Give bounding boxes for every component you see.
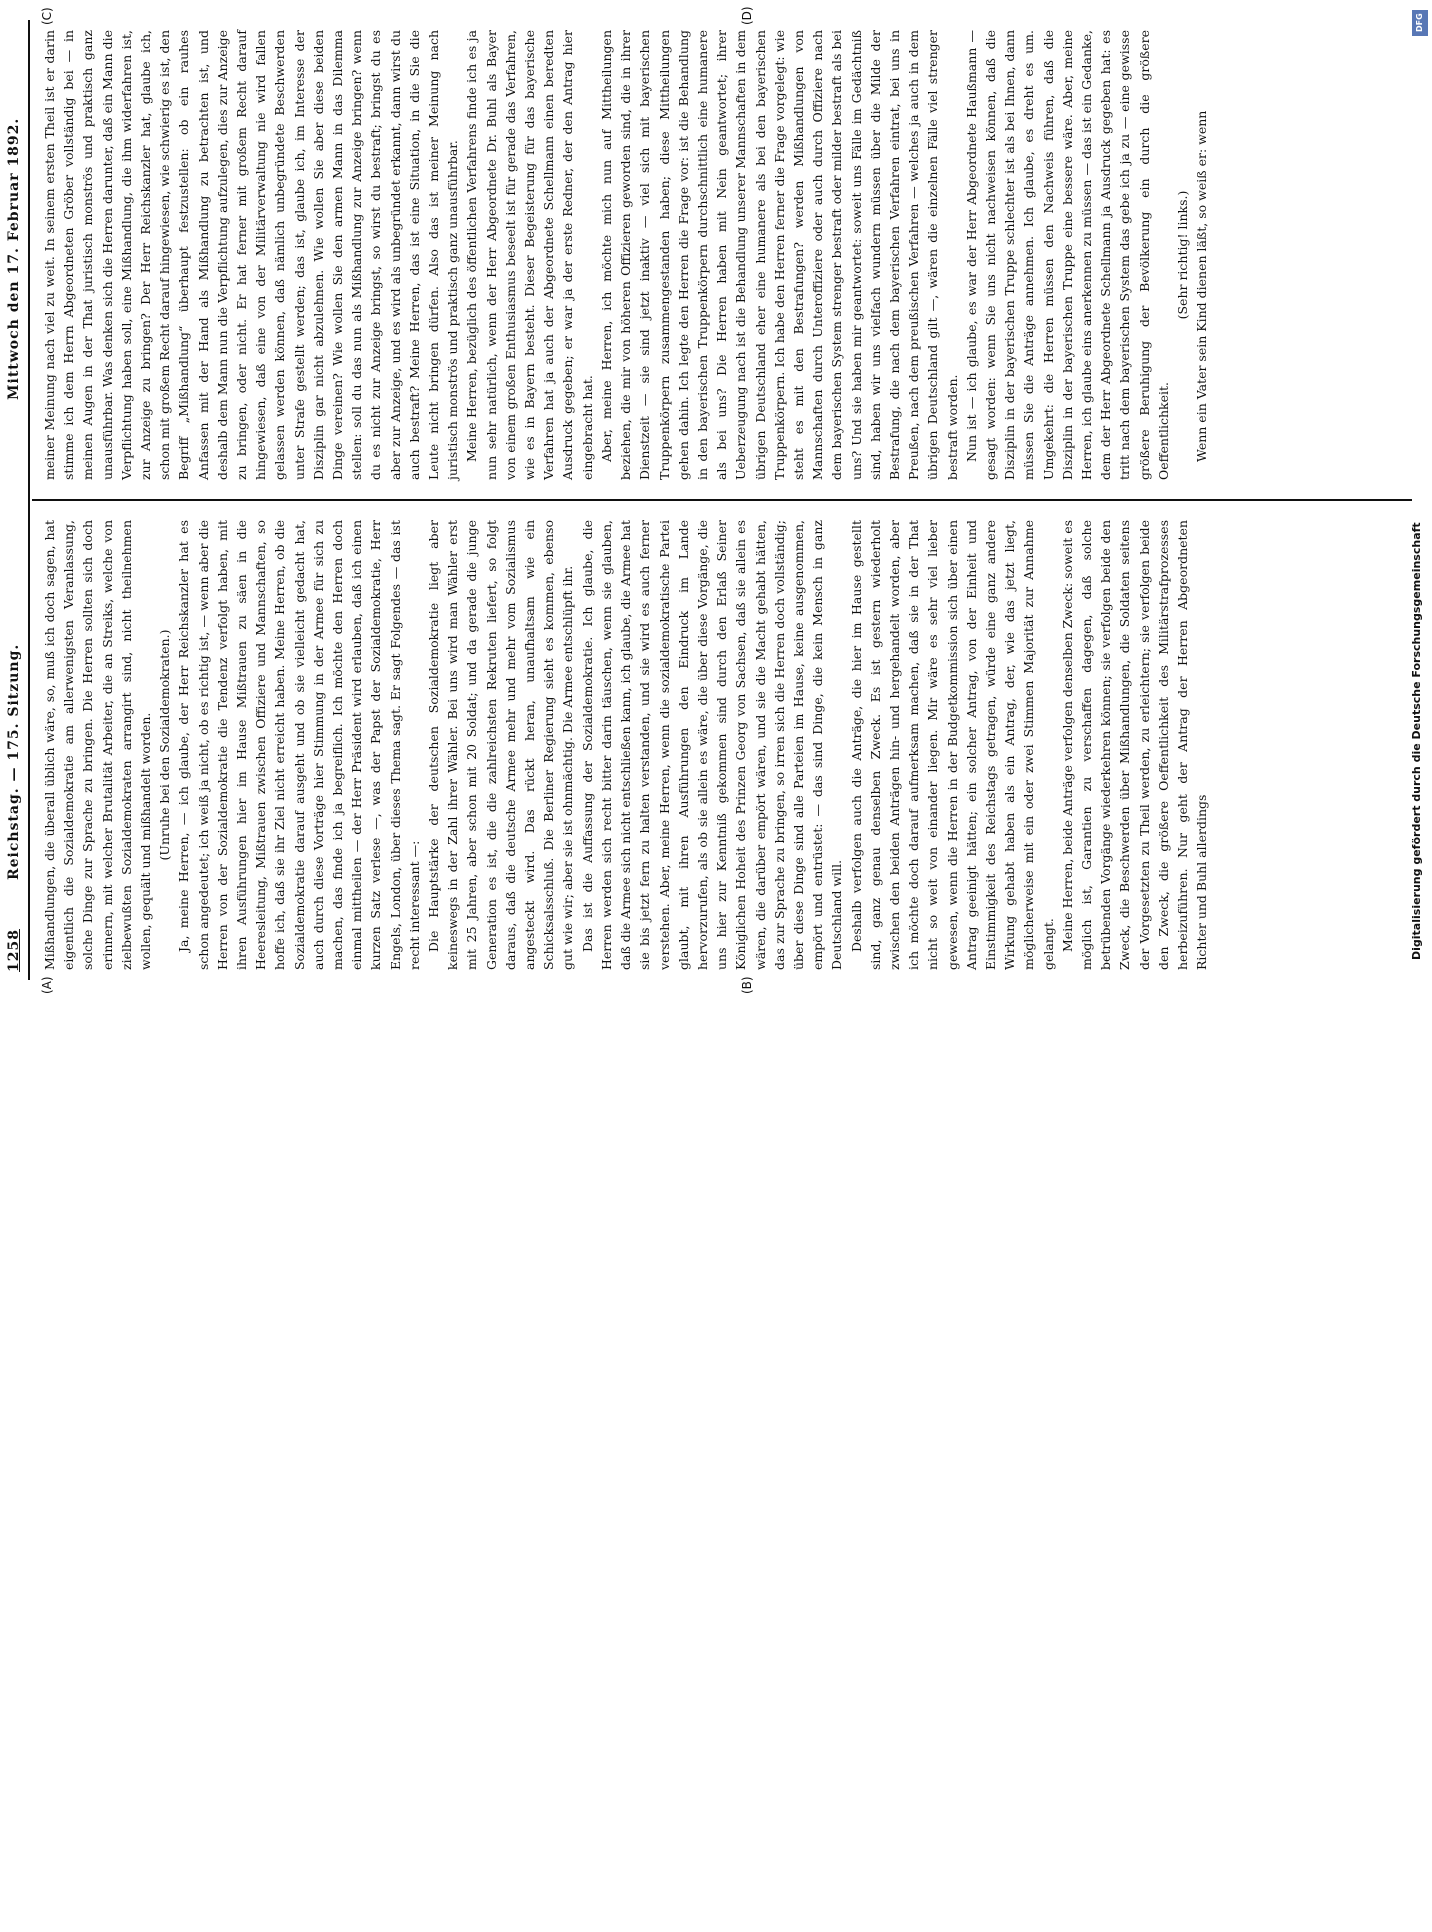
- digitization-note: Digitalisierung gefördert durch die Deutsche Forschungsgemeinschaft: [1410, 522, 1423, 960]
- paragraph: Nun ist — ich glaube, es war der Herr Abgeordnete Haußmann — gesagt worden: wenn Sie uns nicht nachweisen können, daß die Disziplin in der bayerischen Truppe schlechter ist als bei Ihnen, dann müssen Sie die Anträge annehmen. Ich glaube, es dreht es um. Umgekehrt: die Herren müssen den Nachweis führen, daß die Disziplin in der bayerischen Truppe eine bessere wäre. Aber, meine Herren, ich glaube eins anerkennen zu müssen — das ist ein Gedanke, dem der Herr Abgeordnete Schellmann ja Ausdruck gegeben hat: es tritt nach dem bayerischen System das gebe ich ja zu — eine gewisse größere Beruhigung der Bevölkerung ein durch die größere Oeffentlichkeit.: [963, 30, 1171, 480]
- margin-marker-c: (C): [40, 7, 54, 25]
- paragraph: Deshalb verfolgen auch die Anträge, die hier im Hause gestellt sind, ganz genau denselben Zweck. Es ist gestern wiederholt zwischen den beiden Anträgen hin- und hergehandelt worden, aber ich möchte doch darauf aufmerksam machen, daß sie in der That nicht so weit von einander liegen. Mir wäre es sehr viel lieber gewesen, wenn die Herren in der Budgetkommission sich über einen Antrag geeinigt hätten; ein solcher Antrag, von der Einheit und Einstimmigkeit des Reichstags getragen, würde eine ganz andere Wirkung gehabt haben als ein Antrag, der, wie das jetzt liegt, möglicherweise mit ein oder zwei Stimmen Majorität zur Annahme gelangt.: [848, 520, 1056, 970]
- dfg-logo: DFG: [1412, 10, 1428, 36]
- stage-direction: (Unruhe bei den Sozialdemokraten.): [157, 629, 173, 861]
- paragraph: Meine Herren, bezüglich des öffentlichen Verfahrens finde ich es ja nun sehr natürlich, wenn der Herr Abgeordnete Dr. Buhl als Bayer von einem großen Enthusiasmus beseelt ist für gerade das Verfahren, wie es in Bayern besteht. Dieser Begeisterung für das bayerische Verfahren hat ja auch der Abgeordnete Schellmann einen beredten Ausdruck gegeben; er war ja der erste Redner, der den Antrag hier eingebracht hat.: [464, 30, 595, 480]
- paragraph: Aber, meine Herren, ich möchte mich nun auf Mittheilungen beziehen, die mir von höheren Offizieren geworden sind, die in ihrer Dienstzeit — sie sind jetzt inaktiv — viel sich mit bayerischen Truppenkörpern zusammengestanden haben; diese Mittheilungen gehen dahin. Ich legte den Herren die Frage vor: ist die Behandlung in den bayerischen Truppenkörpern durchschnittlich eine humanere als bei uns? Die Herren haben mit Nein geantwortet; ihrer Ueberzeugung nach ist die Behandlung unserer Mannschaften in dem übrigen Deutschland eher eine humanere als bei den bayerischen Truppenkörpern. Ich habe den Herren ferner die Frage vorgelegt: wie steht es mit den Bestrafungen? werden Mißhandlungen von Mannschaften durch Unteroffiziere oder auch durch Offiziere nach dem bayerischen System strenger bestraft oder milder bestraft als bei uns? Und sie haben mir geantwortet: soweit uns Fälle im Gedächtniß sind, haben wir uns vielfach wundern müssen über die Milde der Bestrafung, die nach dem bayerischen Verfahren eintrat, bei uns in Preußen, nach dem preußischen Verfahren — welches ja auch in dem übrigen Deutschland gilt —, wären die einzelnen Fälle viel strenger bestraft worden.: [598, 30, 960, 480]
- header-date: Mittwoch den 17. Februar 1892.: [6, 117, 22, 400]
- quotation: Die Hauptstärke der deutschen Sozialdemokratie liegt aber keineswegs in der Zahl ihrer Wähler. Bei uns wird man Wähler erst mit 25 Jahren, aber schon mit 20 Soldat; und da gerade die junge Generation es ist, die die zahlreichsten Rekruten liefert, so folgt daraus, daß die deutsche Armee mehr und mehr vom Sozialismus angesteckt wird. Das rückt heran, unaufhaltsam wie ein Schicksalsschluß. Die Berliner Regierung sieht es kommen, ebenso gut wie wir; aber sie ist ohnmächtig. Die Armee entschlüpft ihr.: [426, 520, 576, 970]
- paragraph: meiner Meinung nach viel zu weit. In seinem ersten Theil ist er darin stimme ich dem Herrn Abgeordneten Gröber vollständig bei — in meinen Augen in der That juristisch monströs und praktisch ganz unausführbar. Was denken sich die Herren darunter, daß ein Mann die Verpflichtung haben soll, eine Mißhandlung, die ihm widerfahren ist, zur Anzeige zu bringen? Der Herr Reichskanzler hat, glaube ich, schon mit großem Recht darauf hingewiesen, wie schwierig es ist, den Begriff „Mißhandlung“ überhaupt festzustellen: ob ein rauhes Anfassen mit der Hand als Mißhandlung zu betrachten ist, und deshalb dem Mann nun die Verpflichtung aufzulegen, dies zur Anzeige zu bringen, oder nicht. Er hat ferner mit großem Recht darauf hingewiesen, daß eine von der Militärverwaltung nie wird fallen gelassen werden können, daß nämlich unbegründete Beschwerden unter Strafe gestellt werden; das ist, glaube ich, im Interesse der Disziplin gar nicht abzulehnen. Wie wollen Sie aber diese beiden Dinge vereinen? Wie wollen Sie den armen Mann in das Dilemma stellen: soll du das nun als Mißhandlung zur Anzeige bringen? wenn du es nicht zur Anzeige bringst, so wirst du bestraft; bringst du es aber zur Anzeige, und es wird als unbegründet erkannt, dann wirst du auch bestraft? Meine Herren, das ist eine Situation, in die Sie die Leute nicht bringen dürfen. Also das ist meiner Meinung nach juristisch monströs und praktisch ganz unausführbar.: [42, 30, 461, 480]
- paragraph: Mißhandlungen, die überall üblich wäre, so, muß ich doch sagen, hat eigentlich die Sozialdemokratie am allerwenigsten Veranlassung, solche Dinge zur Sprache zu bringen. Die Herren sollten sich doch erinnern, mit welcher Brutalität Arbeiter, die an Streiks, welche von zielbewußten Sozialdemokraten arrangirt sind, nicht theilnehmen wollen, gequält und mißhandelt worden.: [42, 520, 154, 970]
- header-title: Reichstag. — 175. Sitzung.: [6, 643, 22, 880]
- column-divider: [32, 499, 1412, 501]
- paragraph: Das ist die Auffassung der Sozialdemokratie. Ich glaube, die Herren werden sich recht bitter darin täuschen, wenn sie glauben, daß die Armee sich nicht entschließen kann, ich glaube, die Armee hat sie bis jetzt fern zu halten verstanden, und sie wird es auch ferner verstehen. Aber, meine Herren, wenn die sozialdemokratische Partei glaubt, mit ihren Ausführungen den Eindruck im Lande hervorzurufen, als ob sie allein es wäre, die über diese Vorgänge, die uns hier zur Kenntniß gekommen sind durch den Erlaß Seiner Königlichen Hoheit des Prinzen Georg von Sachsen, daß sie allein es wären, die darüber empört wären, und sie die Macht gehabt hätten, das zur Sprache zu bringen, so irren sich die Herren doch vollständig; über diese Dinge sind alle Parteien im Hause, keine ausgenommen, empört und entrüstet: — das sind Dinge, die kein Mensch in ganz Deutschland will.: [579, 520, 845, 970]
- margin-marker-b: (B): [740, 976, 754, 994]
- page-number: 1258: [6, 929, 22, 972]
- margin-marker-a: (A): [40, 976, 54, 994]
- header-rule: [28, 20, 30, 980]
- left-column: [40, 520, 1211, 970]
- stage-direction: (Sehr richtig! links.): [1174, 190, 1190, 320]
- paragraph: Ja, meine Herren, — ich glaube, der Herr Reichskanzler hat es schon angedeutet; ich weiß ja nicht, ob es richtig ist, — wenn aber die Herren von der Sozialdemokratie die Tendenz verfolgt haben, mit ihren Ausführungen hier im Hause Mißtrauen zu säen in die Heeresleitung, Mißtrauen zwischen Offiziere und Mannschaften, so hoffe ich, daß sie ihr Ziel nicht erreicht haben. Meine Herren, ob die Sozialdemokratie darauf ausgeht und ob sie vielleicht gedacht hat, auch durch diese Vorträge hier Stimmung in der Armee für sich zu machen, das finde ich ja begreiflich. Ich möchte den Herren doch einmal mittheilen — der Herr Präsident wird erlauben, daß ich einen kurzen Satz verlese —, was der Papst der Sozialdemokratie, Herr Engels, London, über dieses Thema sagt. Er sagt Folgendes — das ist recht interessant —:: [176, 520, 422, 970]
- paragraph: Wenn ein Vater sein Kind dienen läßt, so weiß er: wenn: [1194, 110, 1210, 462]
- margin-marker-d: (D): [740, 6, 754, 25]
- right-column: [40, 30, 1211, 480]
- paragraph: Meine Herren, beide Anträge verfolgen denselben Zweck: soweit es möglich ist, Garantien zu verschaffen dagegen, daß solche betrübenden Vorgänge wiederkehren können; sie verfolgen beide den Zweck, die Beschwerden über Mißhandlungen, die Soldaten seitens der Vorgesetzten zu Theil werden, zu erleichtern; sie verfolgen beide den Zweck, die größere Oeffentlichkeit des Militärstrafprozesses herbeizuführen. Nur geht der Antrag der Herren Abgeordneten Richter und Buhl allerdings: [1059, 519, 1210, 970]
- running-header: [0, 0, 30, 1000]
